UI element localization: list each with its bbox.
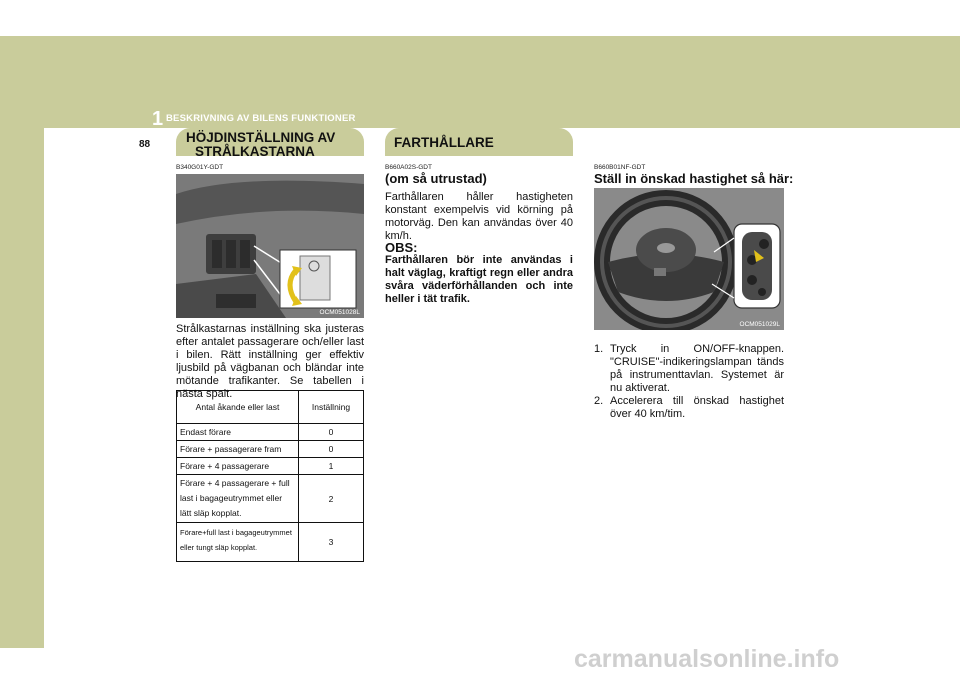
- table-cell-load: Endast förare: [177, 424, 299, 441]
- table-header-setting: Inställning: [299, 391, 364, 424]
- table-row: [177, 523, 364, 562]
- photo-label-steering: OCM051029L: [739, 321, 780, 328]
- obs-text: Farthållaren bör inte användas i halt väglag, kraftigt regn eller andra svåra väderförhållanden och inte heller i tät trafik.: [385, 254, 573, 305]
- speed-heading: Ställ in önskad hastighet så här:: [594, 171, 794, 186]
- list-item: [594, 343, 784, 395]
- headlight-switch-photo: [176, 174, 364, 318]
- table-row: [177, 458, 364, 475]
- table-cell-setting: 0: [299, 424, 364, 441]
- table-cell-load: Förare + 4 passagerare + full last i bagageutrymmet eller lätt släp kopplat.: [177, 475, 299, 523]
- load-setting-table: [176, 390, 364, 562]
- step-text: Accelerera till önskad hastighet över 40 km/tim.: [610, 395, 784, 420]
- obs-title: OBS:: [385, 240, 418, 255]
- table-header-load: Antal åkande eller last: [177, 391, 299, 424]
- table-row: [177, 424, 364, 441]
- section-code-headlight: B340G01Y-GDT: [176, 164, 224, 171]
- steering-wheel-illustration: [594, 188, 784, 330]
- table-row: [177, 441, 364, 458]
- page-number: 88: [139, 139, 151, 150]
- table-cell-setting: 1: [299, 458, 364, 475]
- section-title-headlight: HÖJDINSTÄLLNING AV STRÅLKASTARNA: [186, 130, 336, 159]
- cruise-paragraph: Farthållaren håller hastigheten konstant exempelvis vid körning på motorväg. Den kan användas över 40 km/h.: [385, 191, 573, 242]
- step-text: Tryck in ON/OFF-knappen. "CRUISE"-indikeringslampan tänds på instrumenttavlan. Systemet är nu aktiverat.: [610, 343, 784, 394]
- table-header-row: [177, 391, 364, 424]
- photo-label-headlight: OCM051028L: [319, 309, 360, 316]
- list-item: [594, 395, 784, 421]
- chapter-title: BESKRIVNING AV BILENS FUNKTIONER: [166, 113, 356, 124]
- section-title-cruise: FARTHÅLLARE: [394, 135, 494, 150]
- left-margin-bar: [0, 36, 44, 648]
- table-cell-setting: 2: [299, 475, 364, 523]
- table-row: [177, 475, 364, 523]
- table-cell-setting: 3: [299, 523, 364, 562]
- header-band: [0, 36, 960, 128]
- footer-watermark: carmanualsonline.info: [574, 645, 840, 673]
- step-number: 1.: [594, 343, 604, 355]
- chapter-number: 1: [152, 108, 164, 130]
- cruise-subheading: (om så utrustad): [385, 171, 487, 186]
- headlight-paragraph: Strålkastarnas inställning ska justeras efter antalet passagerare och/eller last i bilen. Rätt inställning ger effektiv ljusbild på vägbanan och bländar inte mötande trafikanter. Se tabellen i nästa spalt.: [176, 323, 364, 400]
- table-cell-setting: 0: [299, 441, 364, 458]
- table-cell-load: Förare + 4 passagerare: [177, 458, 299, 475]
- steering-wheel-photo: [594, 188, 784, 330]
- dashboard-illustration: [176, 174, 364, 318]
- steps-list: [594, 343, 784, 421]
- section-code-speed: B660B01NF-GDT: [594, 164, 646, 171]
- section-code-cruise: B660A02S-GDT: [385, 164, 432, 171]
- table-cell-load: Förare + passagerare fram: [177, 441, 299, 458]
- step-number: 2.: [594, 395, 604, 407]
- table-cell-load: Förare+full last i bagageutrymmet eller tungt släp kopplat.: [177, 523, 299, 562]
